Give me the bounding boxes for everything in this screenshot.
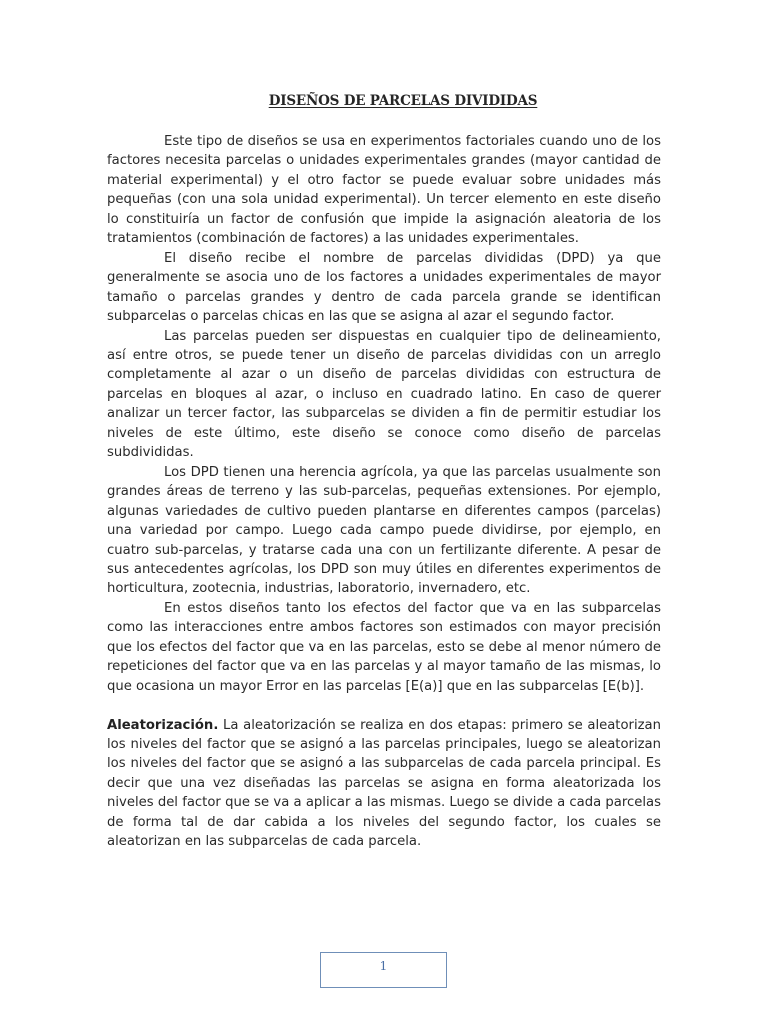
aleatorizacion-text: La aleatorización se realiza en dos etapas: primero se aleatorizan los niveles del factor que se asignó a las parcelas principales, luego se aleatorizan los niveles del factor que se asignó a las subparcelas de cada parcela principal. Es decir que una vez diseñadas las parcelas se asigna en forma aleatorizada los niveles del factor que se va a aplicar a las mismas. Luego se divide a cada parcelas de forma tal de dar cabida a los niveles del segundo factor, los cuales se aleatorizan en las subparcelas de cada parcela.	[107, 717, 661, 850]
document-title: DISEÑOS DE PARCELAS DIVIDIDAS	[268, 93, 538, 109]
paragraph-herencia-agricola: Los DPD tienen una herencia agrícola, ya que las parcelas usualmente son grandes áreas de terreno y las sub-parcelas, pequeñas extensiones. Por ejemplo, algunas variedades de cultivo pueden plantarse en diferentes campos (parcelas) una variedad por campo. Luego cada campo puede dividirse, por ejemplo, en cuatro sub-parcelas, y tratarse cada una con un fertilizante diferente. A pesar de sus antecedentes agrícolas, los DPD son muy útiles en diferentes experimentos de horticultura, zootecnia, industrias, laboratorio, invernadero, etc.	[107, 464, 661, 597]
document-body	[107, 132, 661, 852]
paragraph-dpd-name: El diseño recibe el nombre de parcelas divididas (DPD) ya que generalmente se asocia uno de los factores a unidades experimentales de mayor tamaño o parcelas grandes y dentro de cada parcela grande se identifican subparcelas o parcelas chicas en las que se asigna al azar el segundo factor.	[107, 250, 661, 325]
paragraph-precision: En estos diseños tanto los efectos del factor que va en las subparcelas como las interacciones entre ambos factores son estimados con mayor precisión que los efectos del factor que va en las parcelas, esto se debe al menor número de repeticiones del factor que va en las parcelas y al mayor tamaño de las mismas, lo que ocasiona un mayor Error en las parcelas [E(a)] que en las subparcelas [E(b)].	[107, 600, 661, 694]
paragraph-aleatorizacion	[107, 716, 661, 852]
page-number: 1	[320, 952, 447, 988]
paragraph-delineamiento: Las parcelas pueden ser dispuestas en cualquier tipo de delineamiento, así entre otros, se puede tener un diseño de parcelas divididas con un arreglo completamente al azar o un diseño de parcelas divididas con estructura de parcelas en bloques al azar, o incluso en cuadrado latino. En caso de querer analizar un tercer factor, las subparcelas se dividen a fin de permitir estudiar los niveles de este último, este diseño se conoce como diseño de parcelas subdivididas.	[107, 328, 661, 461]
paragraph-intro: Este tipo de diseños se usa en experimentos factoriales cuando uno de los factores necesita parcelas o unidades experimentales grandes (mayor cantidad de material experimental) y el otro factor se puede evaluar sobre unidades más pequeñas (con una sola unidad experimental). Un tercer elemento en este diseño lo constituiría un factor de confusión que impide la asignación aleatoria de los tratamientos (combinación de factores) a las unidades experimentales.	[107, 134, 661, 247]
aleatorizacion-heading: Aleatorización.	[107, 717, 219, 733]
